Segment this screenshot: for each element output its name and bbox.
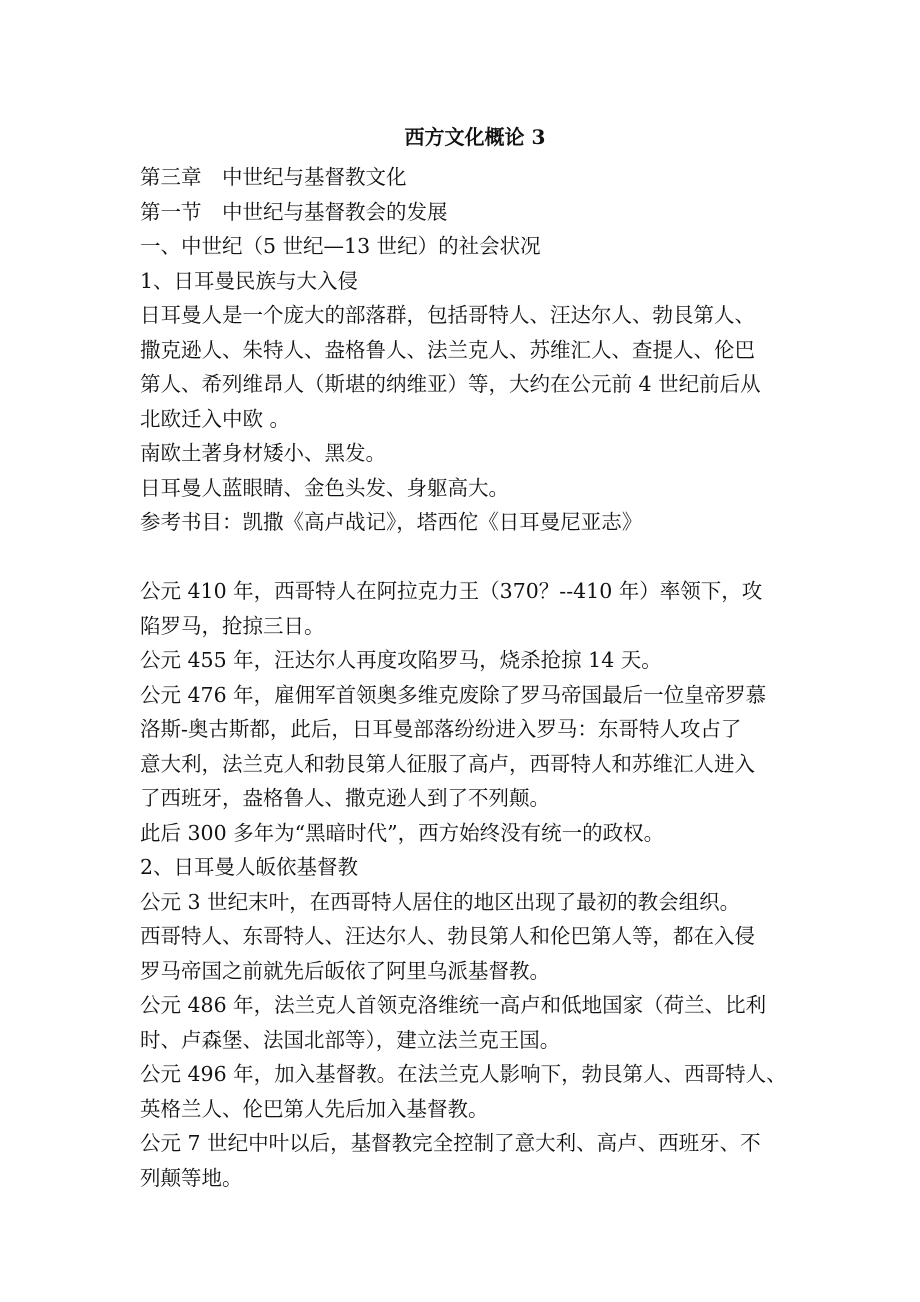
text-references: 参考书目：凯撒《高卢战记》，塔西佗《日耳曼尼亚志》 [140, 510, 643, 534]
subheading-2: 2、日耳曼人皈依基督教 [140, 855, 359, 879]
paragraph-496 [140, 1057, 790, 1126]
text-line: 公元 7 世纪中叶以后，基督教完全控制了意大利、高卢、西班牙、不 [140, 1131, 761, 1155]
text-line: 日耳曼人是一个庞大的部落群，包括哥特人、汪达尔人、勃艮第人、 [140, 303, 755, 327]
paragraph-7th-century [140, 1126, 790, 1195]
text-line: 公元 486 年，法兰克人首领克洛维统一高卢和低地国家（荷兰、比利 [140, 993, 767, 1017]
text-line: 公元 476 年，雇佣军首领奥多维克废除了罗马帝国最后一位皇帝罗慕 [140, 682, 767, 707]
text-line: 意大利，法兰克人和勃艮第人征服了高卢，西哥特人和苏维汇人进入 [140, 751, 755, 776]
paragraph-410 [140, 574, 790, 643]
text-line: 时、卢森堡、法国北部等），建立法兰克王国。 [140, 1027, 561, 1052]
text-line: 罗马帝国之前就先后皈依了阿里乌派基督教。 [140, 958, 550, 983]
text-455: 公元 455 年，汪达尔人再度攻陷罗马，烧杀抢掠 14 天。 [140, 648, 662, 672]
text-line: 了西班牙，盎格鲁人、撒克逊人到了不列颠。 [140, 786, 550, 810]
text-germanic-appearance: 日耳曼人蓝眼睛、金色头发、身躯高大。 [140, 475, 509, 500]
paragraph-476 [140, 678, 790, 816]
paragraph-arian [140, 919, 790, 988]
document-title: 西方文化概论 3 [404, 125, 546, 149]
text-line: 洛斯-奥古斯都，此后，日耳曼部落纷纷进入罗马：东哥特人攻占了 [140, 717, 742, 741]
text-3rd-century: 公元 3 世纪末叶，在西哥特人居住的地区出现了最初的教会组织。 [140, 889, 741, 914]
subheading-1: 1、日耳曼民族与大入侵 [140, 268, 359, 293]
blank-line [140, 540, 790, 575]
text-line: 撒克逊人、朱特人、盎格鲁人、法兰克人、苏维汇人、查提人、伦巴 [140, 337, 755, 362]
text-line: 北欧迁入中欧 。 [140, 406, 291, 431]
heading-1: 一、中世纪（5 世纪—13 世纪）的社会状况 [140, 234, 541, 258]
text-line: 列颠等地。 [140, 1165, 243, 1190]
text-line: 英格兰人、伦巴第人先后加入基督教。 [140, 1096, 489, 1121]
paragraph-germanic-tribes [140, 298, 790, 436]
text-line: 第人、希列维昂人（斯堪的纳维亚）等，大约在公元前 4 世纪前后从 [140, 372, 761, 396]
chapter-heading: 第三章 中世纪与基督教文化 [140, 165, 407, 189]
text-line: 陷罗马，抢掠三日。 [140, 613, 325, 638]
paragraph-486 [140, 988, 790, 1057]
document-page [140, 118, 790, 1195]
text-southern-europeans: 南欧土著身材矮小、黑发。 [140, 441, 386, 465]
text-dark-ages: 此后 300 多年为“黑暗时代”，西方始终没有统一的政权。 [140, 820, 665, 845]
text-line: 西哥特人、东哥特人、汪达尔人、勃艮第人和伦巴第人等，都在入侵 [140, 924, 755, 948]
text-line: 公元 496 年，加入基督教。在法兰克人影响下，勃艮第人、西哥特人、 [140, 1062, 787, 1086]
text-line: 公元 410 年，西哥特人在阿拉克力王（370？--410 年）率领下，攻 [140, 579, 763, 603]
section-heading: 第一节 中世纪与基督教会的发展 [140, 199, 448, 224]
